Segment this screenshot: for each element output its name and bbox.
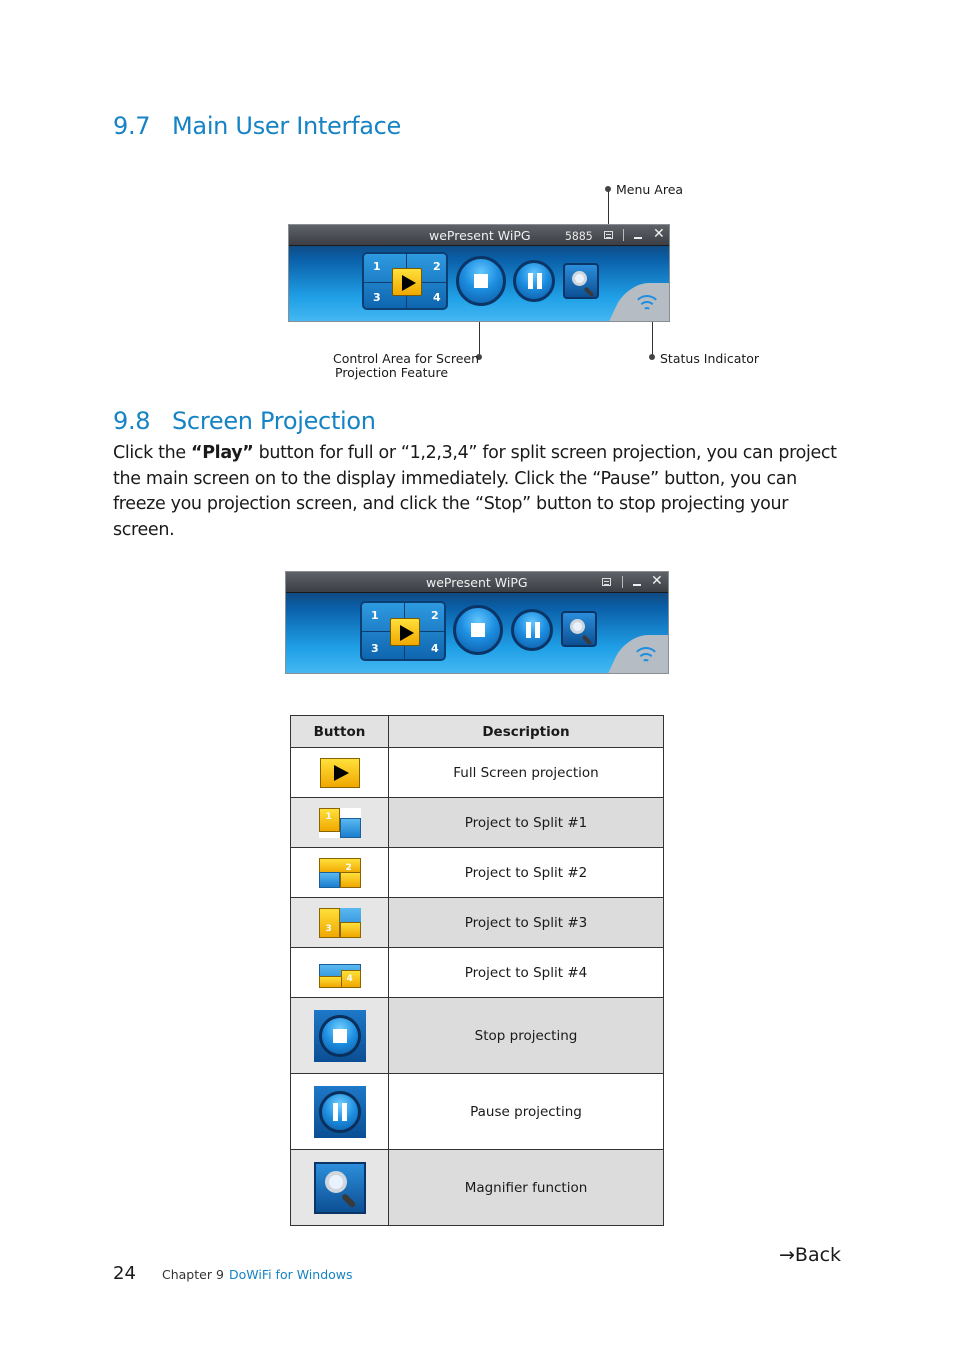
wifi-arc-inner: [642, 659, 650, 667]
section-title: Screen Projection: [172, 407, 376, 435]
status-indicator-dot: [649, 354, 655, 360]
para-text-1: Click the: [113, 443, 192, 463]
split-quadrant-blue: [340, 818, 361, 838]
table-row: [291, 998, 664, 1074]
stop-square: [333, 1029, 347, 1043]
login-code: 5885: [565, 229, 593, 243]
header-description: Description: [389, 716, 664, 748]
control-area-label-2: Projection Feature: [335, 365, 449, 380]
wifi-status-icon: [631, 647, 661, 671]
pause-bar-right: [342, 1103, 347, 1121]
pause-button[interactable]: [511, 609, 553, 651]
table-row: [291, 748, 664, 798]
screen-projection-paragraph: [113, 441, 843, 543]
button-cell: [291, 848, 389, 898]
magnifier-lens: [325, 1171, 347, 1193]
button-cell: [291, 998, 389, 1074]
pause-ring: [319, 1091, 361, 1133]
play-keyword: “Play”: [191, 443, 254, 463]
table-header-row: [291, 716, 664, 748]
description-cell: Stop projecting: [389, 998, 664, 1074]
section-number: 9.8: [113, 407, 151, 435]
button-cell: [291, 948, 389, 998]
magnifier-icon: [314, 1162, 366, 1214]
menu-icon[interactable]: [602, 578, 611, 586]
split-number: 3: [325, 923, 332, 934]
wifi-status-icon: [632, 295, 662, 319]
split-3-label[interactable]: 3: [371, 642, 379, 655]
magnifier-handle: [584, 287, 595, 298]
status-indicator-label: Status Indicator: [660, 351, 760, 366]
section-heading-screen-projection: [113, 407, 376, 435]
para-text-2: button for full or “1,2,3,4” for split screen projection, you can project the main screen on to the display immediately. Click the “Pause” button, you can freeze you projection screen, and click the “Stop” button to stop projecting your screen.: [113, 443, 837, 540]
pause-icon-bar-left: [528, 273, 533, 289]
description-cell: Full Screen projection: [389, 748, 664, 798]
window-title: wePresent WiPG: [429, 228, 531, 243]
split-quadrant-active: [340, 872, 361, 888]
play-icon: [320, 758, 360, 788]
section-heading-main-user-interface: [113, 112, 401, 140]
wifi-arc-inner: [643, 307, 651, 315]
stop-button[interactable]: [456, 256, 506, 306]
button-description-table: [290, 715, 664, 1226]
button-cell: [291, 898, 389, 948]
stop-icon: [474, 274, 488, 288]
table-row: [291, 848, 664, 898]
split-1-label[interactable]: 1: [371, 609, 379, 622]
pause-icon-bar-right: [537, 273, 542, 289]
split-2-label[interactable]: 2: [431, 609, 439, 622]
split-quadrant: [319, 976, 343, 988]
close-icon[interactable]: ✕: [651, 573, 663, 589]
button-cell: [291, 1150, 389, 1226]
split-number: 4: [346, 973, 353, 984]
wipg-window-annotated: [288, 224, 670, 322]
table-row: [291, 1150, 664, 1226]
split-3-icon: [319, 908, 361, 938]
split-screen-panel[interactable]: [360, 601, 446, 661]
description-cell: Project to Split #4: [389, 948, 664, 998]
wipg-window: [285, 571, 669, 674]
split-1-label[interactable]: 1: [373, 260, 381, 273]
magnifier-button[interactable]: [563, 263, 599, 299]
control-area-label-1: Control Area for Screen: [333, 351, 480, 366]
stop-icon: [314, 1010, 366, 1062]
description-cell: Project to Split #3: [389, 898, 664, 948]
split-1-icon: [319, 808, 361, 838]
split-2-label[interactable]: 2: [433, 260, 441, 273]
play-button[interactable]: [390, 618, 420, 646]
window-title: wePresent WiPG: [426, 575, 528, 590]
split-number: 2: [345, 862, 352, 873]
pause-button[interactable]: [513, 260, 555, 302]
table-row: [291, 1074, 664, 1150]
close-icon[interactable]: ✕: [653, 226, 665, 242]
magnifier-icon: [572, 271, 587, 286]
description-cell: Project to Split #1: [389, 798, 664, 848]
titlebar-separator: [622, 576, 623, 588]
header-button: Button: [291, 716, 389, 748]
split-quadrant-active: [340, 922, 361, 938]
magnifier-handle: [582, 635, 593, 646]
split-quadrant-blue: [319, 872, 340, 888]
titlebar-separator: [623, 229, 624, 241]
button-cell: [291, 798, 389, 848]
split-3-label[interactable]: 3: [373, 291, 381, 304]
section-title: Main User Interface: [172, 112, 402, 140]
table-row: [291, 948, 664, 998]
pause-icon-bar-right: [535, 622, 540, 638]
magnifier-handle: [340, 1192, 356, 1208]
menu-area-label: Menu Area: [616, 182, 684, 197]
footer-chapter: Chapter 9: [162, 1267, 224, 1282]
back-link[interactable]: →Back: [779, 1244, 842, 1266]
pause-icon-bar-left: [526, 622, 531, 638]
split-4-label[interactable]: 4: [431, 642, 439, 655]
description-cell: Project to Split #2: [389, 848, 664, 898]
play-button[interactable]: [392, 268, 422, 296]
window-titlebar: [289, 225, 669, 246]
button-cell: [291, 748, 389, 798]
menu-icon[interactable]: [604, 231, 613, 239]
split-4-icon: [319, 958, 361, 988]
description-cell: Magnifier function: [389, 1150, 664, 1226]
split-2-icon: [319, 858, 361, 888]
status-indicator-line: [652, 318, 653, 355]
window-titlebar: [286, 572, 668, 593]
magnifier-icon: [570, 619, 585, 634]
minimize-icon[interactable]: [634, 237, 642, 239]
stop-icon: [471, 623, 485, 637]
split-screen-panel[interactable]: [362, 252, 448, 310]
section-number: 9.7: [113, 112, 151, 140]
page-number: 24: [113, 1263, 136, 1284]
footer-chapter-title: DoWiFi for Windows: [229, 1267, 353, 1282]
description-cell: Pause projecting: [389, 1074, 664, 1150]
split-number: 1: [325, 811, 332, 822]
table-row: [291, 898, 664, 948]
minimize-icon[interactable]: [633, 584, 641, 586]
table-row: [291, 798, 664, 848]
button-cell: [291, 1074, 389, 1150]
magnifier-button[interactable]: [561, 611, 597, 647]
split-4-label[interactable]: 4: [433, 291, 441, 304]
stop-button[interactable]: [453, 605, 503, 655]
pause-bar-left: [333, 1103, 338, 1121]
pause-icon: [314, 1086, 366, 1138]
